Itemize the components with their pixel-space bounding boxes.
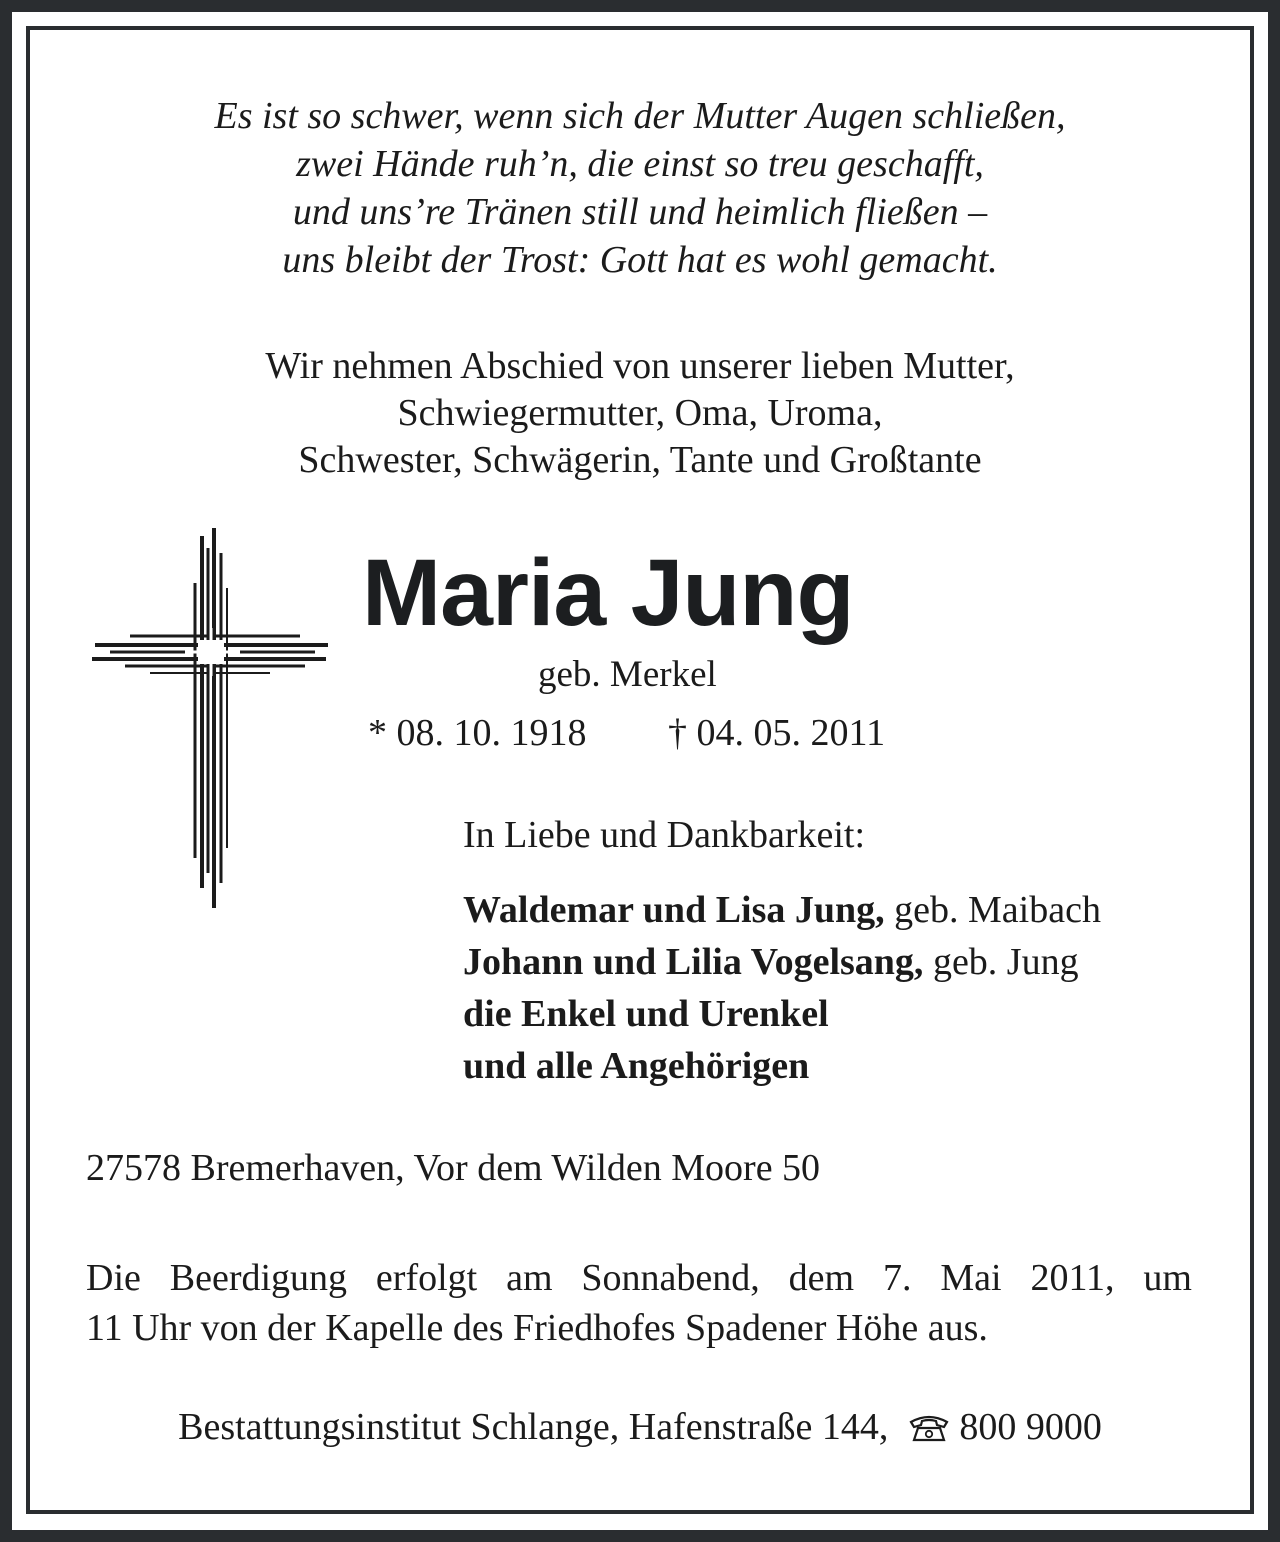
funeral-word: Sonnabend, bbox=[581, 1257, 760, 1299]
intro-line: Schwester, Schwägerin, Tante und Großtante bbox=[298, 439, 982, 481]
death-date: † 04. 05. 2011 bbox=[668, 712, 886, 754]
maiden-name: geb. Merkel bbox=[538, 654, 717, 695]
verse-line: zwei Hände ruh’n, die einst so treu geschafft, bbox=[296, 143, 984, 185]
undertaker-name-address: Bestattungsinstitut Schlange, Hafenstraße 144, bbox=[178, 1406, 889, 1448]
funeral-word: Die bbox=[86, 1257, 141, 1299]
family-address: 27578 Bremerhaven, Vor dem Wilden Moore 50 bbox=[86, 1147, 821, 1189]
funeral-line-justified bbox=[86, 1253, 1192, 1303]
verse-line: uns bleibt der Trost: Gott hat es wohl gemacht. bbox=[282, 239, 998, 281]
undertaker-info bbox=[80, 1403, 1200, 1451]
mourners-list bbox=[463, 884, 1101, 1092]
mourner-entry bbox=[463, 988, 1101, 1040]
intro-line: Schwiegermutter, Oma, Uroma, bbox=[397, 392, 883, 434]
funeral-word: erfolgt bbox=[375, 1257, 478, 1299]
funeral-word: Mai bbox=[940, 1257, 1002, 1299]
funeral-word: am bbox=[506, 1257, 553, 1299]
phone-number: 800 9000 bbox=[959, 1406, 1102, 1448]
verse-line: Es ist so schwer, wenn sich der Mutter Augen schließen, bbox=[214, 95, 1066, 137]
birth-date: * 08. 10. 1918 bbox=[368, 712, 587, 754]
mourner-names: Johann und Lilia Vogelsang, bbox=[463, 941, 924, 983]
cross-icon bbox=[90, 528, 330, 910]
funeral-word: dem bbox=[788, 1257, 855, 1299]
mourner-names: und alle Angehörigen bbox=[463, 1045, 810, 1087]
mourner-names: Waldemar und Lisa Jung, bbox=[463, 889, 885, 931]
mourner-entry bbox=[463, 1040, 1101, 1092]
funeral-line: 11 Uhr von der Kapelle des Friedhofes Spadener Höhe aus. bbox=[86, 1307, 988, 1349]
funeral-notice bbox=[86, 1253, 1192, 1353]
deceased-name: Maria Jung bbox=[362, 540, 854, 646]
verse-line: und uns’re Tränen still und heimlich fließen – bbox=[292, 191, 988, 233]
phone-icon bbox=[908, 1406, 950, 1436]
funeral-word: um bbox=[1143, 1257, 1192, 1299]
mourner-names: die Enkel und Urenkel bbox=[463, 993, 829, 1035]
mourner-entry bbox=[463, 884, 1101, 936]
funeral-word: 2011, bbox=[1030, 1257, 1115, 1299]
farewell-intro bbox=[80, 343, 1200, 484]
funeral-word: Beerdigung bbox=[169, 1257, 348, 1299]
dedication-line: In Liebe und Dankbarkeit: bbox=[463, 814, 866, 856]
mourner-entry bbox=[463, 936, 1101, 988]
memorial-verse bbox=[80, 92, 1200, 284]
funeral-word: 7. bbox=[882, 1257, 912, 1299]
mourner-maiden-name: geb. Jung bbox=[923, 941, 1079, 983]
mourner-maiden-name: geb. Maibach bbox=[884, 889, 1101, 931]
intro-line: Wir nehmen Abschied von unserer lieben Mutter, bbox=[265, 345, 1015, 387]
